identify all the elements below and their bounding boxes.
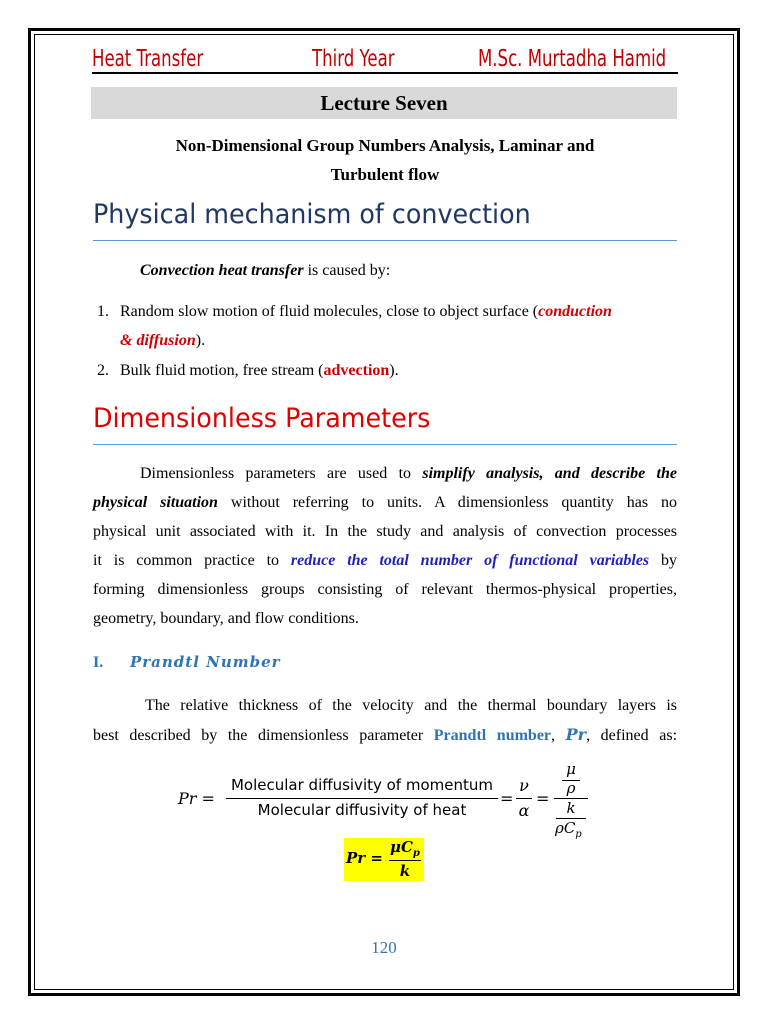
eq-mu: μ (566, 760, 576, 778)
header-author: M.Sc. Murtadha Hamid (478, 46, 667, 72)
section-heading-dimensionless: Dimensionless Parameters (93, 403, 431, 434)
list-item-2: Bulk fluid motion, free stream (advection). (120, 362, 399, 379)
list-item-2-number: 2. (97, 362, 109, 379)
convection-intro: Convection heat transfer is caused by: (140, 262, 391, 279)
header-year: Third Year (312, 46, 395, 72)
section-heading-convection: Physical mechanism of convection (93, 199, 531, 230)
eq-fraction-bar (226, 798, 498, 799)
subtitle-line-1: Non-Dimensional Group Numbers Analysis, Laminar and (175, 136, 595, 155)
list-item-1: Random slow motion of fluid molecules, close to object surface (conduction (120, 303, 612, 320)
eq-rho-cp: $\rho C_p$ (555, 819, 582, 840)
lecture-title: Lecture Seven (91, 87, 677, 119)
list-item-1-cont: & diffusion). (120, 332, 206, 349)
boxed-prandtl-equation (344, 838, 424, 881)
eq-fraction-bar-2 (516, 798, 532, 799)
eq-equals-1: = (500, 789, 514, 808)
eq-numerator: Molecular diffusivity of momentum (230, 776, 493, 794)
eq-alpha: α (518, 801, 530, 820)
eq-equals-2: = (536, 789, 550, 808)
section-rule-1 (93, 240, 677, 241)
subtitle-line-2: Turbulent flow (330, 165, 440, 184)
subsection-title: Prandtl Number (130, 653, 281, 671)
list-item-1-number: 1. (97, 303, 109, 320)
eq-lhs: Pr = (178, 789, 215, 808)
eq-denominator: Molecular diffusivity of heat (257, 801, 467, 819)
header-underline (92, 72, 678, 74)
eq-nu: ν (519, 776, 529, 795)
subsection-numeral: I. (93, 654, 104, 671)
header-course: Heat Transfer (92, 46, 204, 72)
page-number: 120 (371, 938, 397, 957)
lecture-subtitle (92, 131, 678, 189)
boxed-eq-denominator: k (399, 862, 411, 880)
boxed-eq-lhs: Pr = (346, 849, 383, 867)
eq-rho: ρ (566, 779, 576, 797)
eq-k: k (566, 799, 576, 817)
boxed-eq-bar (389, 860, 421, 861)
dimensionless-paragraph: Dimensionless parameters are used to simplify analysis, and describe the physical situation without referring to units. A dimensionless quantity has no physical unit associated with it. In the study and analysis of convection processes it is common practice to reduce the total number of functional variables by forming dimensionless groups consisting of relevant thermos-physical properties, geometry, boundary, and flow conditions. (93, 465, 678, 627)
boxed-eq-numerator: $\mu C_p$ (390, 838, 420, 859)
section-rule-2 (93, 444, 677, 445)
prandtl-paragraph: The relative thickness of the velocity and the thermal boundary layers is best described by the dimensionless parameter Prandtl number, Pr, defined as: (93, 697, 678, 744)
